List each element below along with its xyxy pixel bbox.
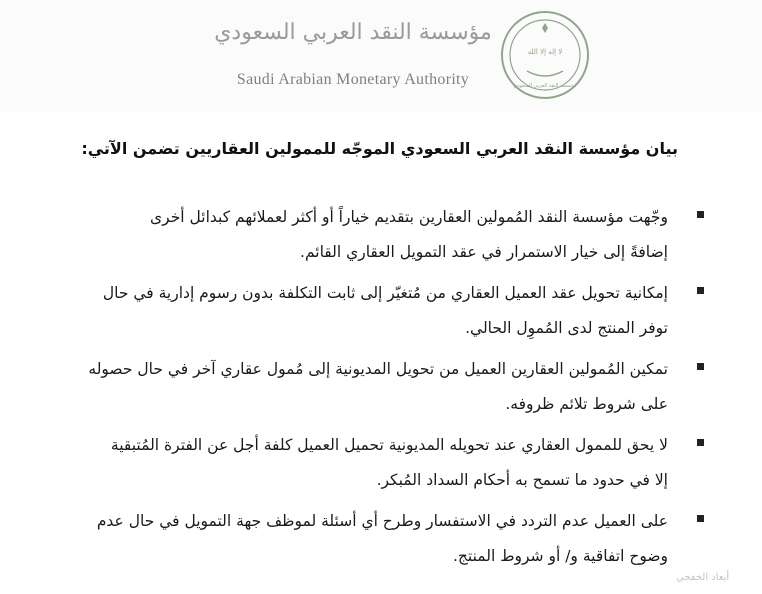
square-bullet-icon xyxy=(697,211,704,218)
list-item xyxy=(68,276,708,346)
item-text-line: إمكانية تحويل عقد العميل العقاري من مُتغيّر إلى ثابت التكلفة بدون رسوم إدارية في حال xyxy=(102,284,668,302)
org-name-arabic: مؤسسة النقد العربي السعودي xyxy=(214,20,492,45)
seal-text-top: لا إله إلا الله xyxy=(527,48,563,56)
item-text-line: توفر المنتج لدى المُموِل الحالي. xyxy=(465,319,668,337)
list-item xyxy=(68,428,708,498)
item-text-line: على العميل عدم التردد في الاستفسار وطرح أي أسئلة لموظف جهة التمويل في حال عدم xyxy=(96,512,668,530)
item-text-line: على شروط تلائم ظروفه. xyxy=(505,395,668,413)
seal-text-bottom: مؤسسة النقد العربي السعودي xyxy=(513,83,577,89)
list-item xyxy=(68,200,708,270)
item-text-line: وضوح اتفاقية و/ أو شروط المنتج. xyxy=(452,547,668,565)
square-bullet-icon xyxy=(697,363,704,370)
square-bullet-icon xyxy=(697,515,704,522)
sama-seal-icon xyxy=(499,9,591,101)
item-text-line: إضافةً إلى خيار الاستمرار في عقد التمويل العقاري القائم. xyxy=(300,243,668,261)
statement-title: بيان مؤسسة النقد العربي السعودي الموجّه للممولين العقاريين تضمن الآتي: xyxy=(81,139,678,158)
header-banner xyxy=(0,0,762,112)
square-bullet-icon xyxy=(697,287,704,294)
item-text-line: إلا في حدود ما تسمح به أحكام السداد المُبكر. xyxy=(376,471,668,489)
square-bullet-icon xyxy=(697,439,704,446)
list-item xyxy=(68,504,708,574)
watermark-text: أبعاد الخفجي xyxy=(676,572,730,583)
item-text-line: وجّهت مؤسسة النقد المُمولين العقارين بتقديم خياراً أو أكثر لعملائهم كبدائل أخرى xyxy=(150,208,668,226)
org-name-english: Saudi Arabian Monetary Authority xyxy=(236,71,470,88)
statement-list xyxy=(68,200,708,580)
item-text-line: تمكين المُمولين العقارين العميل من تحويل المديونية إلى مُمول عقاري آخر في حال حصوله xyxy=(88,360,668,378)
list-item xyxy=(68,352,708,422)
item-text-line: لا يحق للممول العقاري عند تحويله المديونية تحميل العميل كلفة أجل عن الفترة المُتبقية xyxy=(110,436,668,454)
